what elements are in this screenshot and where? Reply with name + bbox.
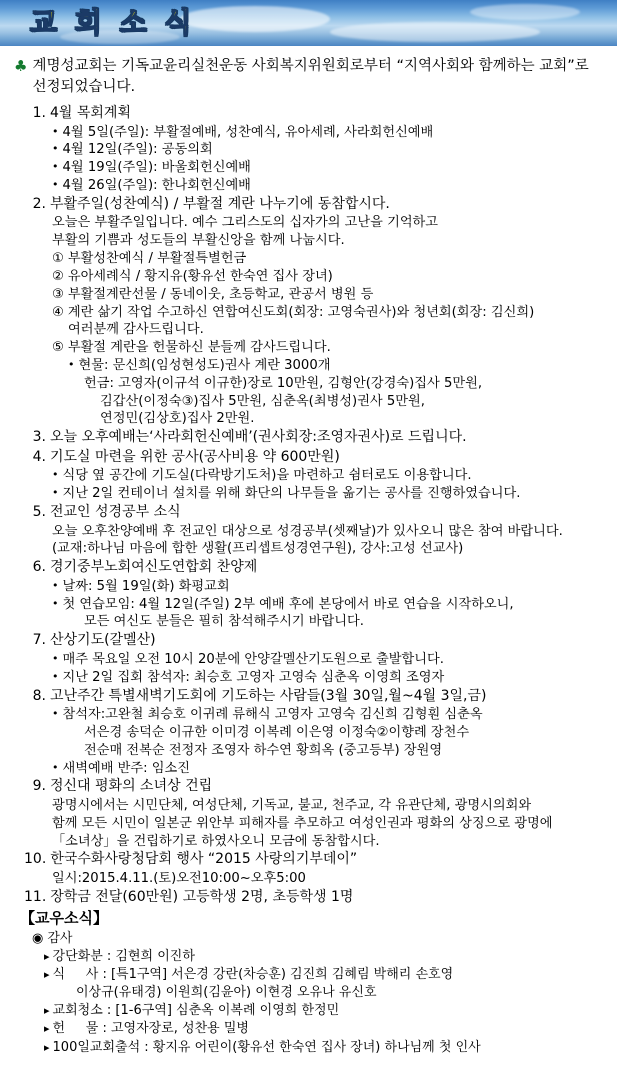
- circled-number: ⑤: [52, 340, 64, 356]
- line-text: 식당 옆 공간에 기도실(다락방기도처)을 마련하고 쉼터로도 이용합니다.: [62, 468, 472, 484]
- announcement-title: 고난주간 특별새벽기도회에 기도하는 사람들(3월 30일,월~4월 3일,금): [50, 687, 487, 704]
- bullet-icon: •: [52, 707, 59, 721]
- announcement-item: [10, 104, 607, 195]
- line-text: 오늘 오후찬양예배 후 전교인 대상으로 성경공부(셋째날)가 있사오니 많은 참여 바랍니다.: [52, 523, 563, 539]
- announcement-line: [52, 797, 607, 815]
- line-text: 모든 여신도 분들은 필히 참석해주시기 바랍니다.: [84, 614, 364, 630]
- bullet-icon: •: [52, 178, 59, 192]
- announcement-number: 5.: [32, 504, 46, 521]
- announcement-title: 부활주일(성찬예식) / 부활절 계란 나누기에 동참합시다.: [50, 195, 390, 212]
- line-text: 부활절계란선물 / 동네이웃, 초등학교, 관공서 병원 등: [67, 286, 374, 302]
- announcement-heading: [24, 104, 607, 124]
- line-text: 4월 5일(주일): 부활절예배, 성찬예식, 유아세례, 사라회헌신예배: [62, 124, 434, 140]
- announcement-bullet-line: [68, 357, 607, 375]
- announcement-title: 정신대 평화의 소녀상 건립: [50, 778, 213, 795]
- cloud-decoration: [180, 6, 330, 32]
- announcement-numbered-line: [52, 339, 607, 357]
- line-text: 연정민(김상호)집사 2만원.: [100, 411, 255, 427]
- bullet-icon: •: [52, 486, 59, 500]
- announcement-bullet-line: [52, 760, 607, 778]
- announcement-line: [100, 410, 607, 428]
- announcement-number: 1.: [32, 105, 46, 122]
- announcement-bullet-line: [52, 669, 607, 687]
- announcement-title: 기도실 마련을 위한 공사(공사비용 약 600만원): [50, 448, 340, 465]
- bullet-icon: •: [52, 160, 59, 174]
- announcement-title: 오늘 오후예배는‘사라회헌신예배’(권사회장:조영자권사)로 드립니다.: [50, 429, 467, 446]
- announcement-line: [52, 870, 607, 888]
- bullet-icon: •: [68, 357, 75, 371]
- line-text: 현물: 문신희(임성현성도)권사 계란 3000개: [78, 357, 331, 373]
- arrow-icon: ▸: [44, 1004, 50, 1018]
- announcement-title: 전교인 성경공부 소식: [50, 504, 181, 521]
- announcement-heading: [24, 850, 607, 870]
- arrow-icon: ▸: [44, 1022, 50, 1036]
- clover-icon: ♣: [14, 57, 28, 75]
- announcement-item: [10, 558, 607, 631]
- announcement-numbered-line: [52, 268, 607, 286]
- bullet-icon: •: [52, 578, 59, 592]
- announcement-line: [52, 815, 607, 833]
- announcement-heading: [24, 558, 607, 578]
- announcement-number: 2.: [32, 195, 46, 212]
- line-text: 오늘은 부활주일입니다. 예수 그리스도의 십자가의 고난을 기억하고: [52, 215, 439, 231]
- gyowoo-entry-label: 감사: [47, 931, 73, 947]
- announcement-bullet-line: [52, 159, 607, 177]
- line-text: 식 사 : [특1구역] 서은경 강란(차승훈) 김진희 김혜림 박해리 손호영: [52, 966, 454, 982]
- line-text: 「소녀상」을 건립하기로 하였사오니 모금에 동참합시다.: [52, 833, 380, 849]
- announcement-bullet-line: [52, 596, 607, 614]
- announcement-line: [84, 742, 607, 760]
- circled-number: ④: [52, 304, 64, 320]
- announcement-number: 3.: [32, 429, 46, 446]
- announcement-title: 한국수화사랑청담회 행사 “2015 사랑의기부데이”: [50, 851, 358, 868]
- announcement-item: [10, 888, 607, 908]
- lead-text: 계명성교회는 기독교윤리실천운동 사회복지위원회로부터 “지역사회와 함께하는 교회”로 선정되었습니다.: [32, 58, 589, 96]
- announcement-line: [52, 833, 607, 851]
- bulletin-content: [0, 46, 617, 1069]
- line-text: 계란 삶기 작업 수고하신 연합여신도회(회장: 고영숙권사)와 청년회(회장: 김신희): [67, 304, 535, 320]
- announcement-number: 10.: [24, 851, 47, 868]
- bullet-icon: •: [52, 669, 59, 683]
- announcement-line: [84, 724, 607, 742]
- announcement-heading: [24, 503, 607, 523]
- bullet-icon: •: [52, 124, 59, 138]
- gyowoo-line: [44, 1020, 607, 1038]
- gyowoo-entry-heading: [32, 930, 607, 947]
- announcement-bullet-line: [52, 467, 607, 485]
- announcement-title: 산상기도(갈멜산): [50, 632, 156, 649]
- line-text: 부활절 계란을 헌물하신 분들께 감사드립니다.: [67, 340, 331, 356]
- lead-paragraph: [14, 56, 607, 98]
- announcement-item: [10, 631, 607, 686]
- line-text: 여러분께 감사드립니다.: [68, 322, 204, 338]
- announcement-heading: [24, 777, 607, 797]
- announcement-bullet-line: [52, 706, 607, 724]
- gyowoo-line: [44, 948, 607, 966]
- announcement-bullet-line: [52, 124, 607, 142]
- cloud-decoration: [470, 4, 580, 20]
- announcement-item: [10, 448, 607, 503]
- gyowoo-line: [44, 966, 607, 984]
- announcement-numbered-line: [52, 250, 607, 268]
- announcement-bullet-line: [52, 651, 607, 669]
- bullet-icon: •: [52, 142, 59, 156]
- announcement-item: [10, 195, 607, 428]
- announcement-line: [84, 375, 607, 393]
- arrow-icon: ▸: [44, 967, 50, 981]
- announcement-heading: [24, 448, 607, 468]
- announcement-number: 6.: [32, 559, 46, 576]
- page-banner: [0, 0, 617, 46]
- line-text: 광명시에서는 시민단체, 여성단체, 기독교, 불교, 천주교, 각 유관단체, 광명시의회와: [52, 797, 532, 813]
- line-text: 전순매 전복순 전정자 조영자 하수연 황희옥 (중고등부) 장원영: [84, 742, 443, 758]
- announcement-item: [10, 687, 607, 778]
- bullet-icon: •: [52, 651, 59, 665]
- line-text: 지난 2일 컨테이너 설치를 위해 화단의 나무들을 옮기는 공사를 진행하였습니다.: [62, 486, 521, 502]
- gyowoo-list: [10, 930, 607, 1056]
- line-text: 헌금: 고영자(이규석 이규한)장로 10만원, 김형안(강경숙)집사 5만원,: [84, 375, 483, 391]
- announcement-item: [10, 503, 607, 558]
- line-text: 매주 목요일 오전 10시 20분에 안양갈멜산기도원으로 출발합니다.: [62, 651, 444, 667]
- line-text: 4월 19일(주일): 바울회헌신예배: [62, 160, 251, 176]
- line-text: 일시:2015.4.11.(토)오전10:00~오후5:00: [52, 870, 306, 886]
- announcement-line: [100, 393, 607, 411]
- announcement-number: 11.: [24, 888, 47, 905]
- announcement-number: 7.: [32, 632, 46, 649]
- circled-number: ②: [52, 268, 64, 284]
- announcement-title: 4월 목회계획: [50, 105, 131, 122]
- line-text: (교재:하나님 마음에 합한 생활(프리셉트성경연구원), 강사:고성 선교사): [52, 541, 464, 557]
- cloud-decoration: [330, 22, 540, 42]
- line-text: 부활의 기쁨과 성도들의 부활신앙을 함께 나눕시다.: [52, 233, 345, 249]
- announcement-bullet-line: [52, 177, 607, 195]
- gyowoo-continuation-line: 이상규(유태경) 이원희(김윤아) 이현경 오유나 유신호: [76, 984, 377, 1000]
- announcement-numbered-line: [52, 304, 607, 322]
- announcement-list: [10, 104, 607, 907]
- line-text: 함께 모든 시민이 일본군 위안부 피해자를 추모하고 여성인권과 평화의 상징으로 광명에: [52, 815, 553, 831]
- announcement-line: [84, 613, 607, 631]
- arrow-icon: ▸: [44, 949, 50, 963]
- announcement-number: 9.: [32, 778, 46, 795]
- announcement-item: [10, 777, 607, 850]
- line-text: 4월 12일(주일): 공동의회: [62, 142, 213, 158]
- line-text: 지난 2일 집회 참석자: 최승호 고영자 고영숙 심춘옥 이영희 조영자: [62, 669, 445, 685]
- announcement-line: [52, 214, 607, 232]
- announcement-heading: [24, 428, 607, 448]
- line-text: 참석자:고완철 최승호 이귀례 류해식 고영자 고영숙 김신희 김형훤 심춘옥: [62, 707, 483, 723]
- gyowoo-line: [44, 1039, 607, 1057]
- announcement-bullet-line: [52, 485, 607, 503]
- bullet-icon: •: [52, 468, 59, 482]
- announcement-bullet-line: [52, 141, 607, 159]
- announcement-number: 4.: [32, 448, 46, 465]
- announcement-line: [52, 232, 607, 250]
- line-text: 첫 연습모임: 4월 12일(주일) 2부 예배 후에 본당에서 바로 연습을 시작하오니,: [62, 596, 514, 612]
- announcement-bullet-line: [52, 578, 607, 596]
- line-text: 날짜: 5월 19일(화) 화평교회: [62, 578, 230, 594]
- line-text: 교회청소 : [1-6구역] 심춘옥 이복례 이영희 한정민: [52, 1003, 340, 1019]
- line-text: 새벽예배 반주: 임소진: [62, 760, 190, 776]
- line-text: 강단화분 : 김현희 이진하: [52, 948, 195, 964]
- line-text: 김갑산(이정숙③)집사 5만원, 심춘옥(최병성)권사 5만원,: [100, 393, 425, 409]
- announcement-number: 8.: [32, 687, 46, 704]
- line-text: 4월 26일(주일): 한나회헌신예배: [62, 178, 251, 194]
- circled-number: ①: [52, 251, 64, 267]
- page-title: 교 회 소 식: [30, 6, 196, 39]
- line-text: 유아세례식 / 황지유(황유선 한숙연 집사 장녀): [67, 268, 333, 284]
- line-text: 서은경 송덕순 이규한 이미경 이복례 이은영 이정숙②이향례 장천수: [84, 724, 470, 740]
- announcement-line: [52, 540, 607, 558]
- line-text: 부활성찬예식 / 부활절특별헌금: [67, 251, 247, 267]
- announcement-line: [52, 523, 607, 541]
- circle-marker-icon: ◉: [32, 931, 44, 947]
- gyowoo-line: [44, 1002, 607, 1020]
- announcement-heading: [24, 888, 607, 908]
- announcement-numbered-line: [52, 286, 607, 304]
- announcement-heading: [24, 195, 607, 215]
- announcement-line: [68, 321, 607, 339]
- announcement-title: 장학금 전달(60만원) 고등학생 2명, 초등학생 1명: [50, 888, 354, 905]
- arrow-icon: ▸: [44, 1040, 50, 1054]
- circled-number: ③: [52, 286, 64, 302]
- announcement-heading: [24, 631, 607, 651]
- bullet-icon: •: [52, 760, 59, 774]
- gyowoo-heading: 【교우소식】: [20, 909, 108, 928]
- announcement-item: [10, 428, 607, 448]
- announcement-heading: [24, 687, 607, 707]
- announcement-item: [10, 850, 607, 887]
- bullet-icon: •: [52, 596, 59, 610]
- line-text: 헌 물 : 고영자장로, 성찬용 밀병: [52, 1021, 249, 1037]
- announcement-title: 경기중부노회여신도연합회 찬양제: [50, 559, 258, 576]
- line-text: 100일교회출석 : 황지유 어린이(황유선 한숙연 집사 장녀) 하나님께 첫 인사: [52, 1039, 481, 1055]
